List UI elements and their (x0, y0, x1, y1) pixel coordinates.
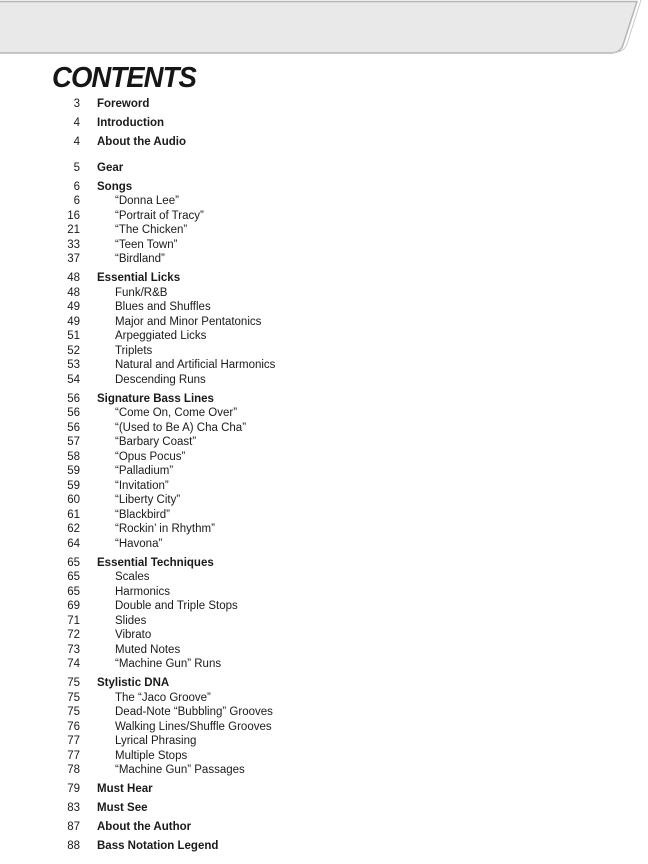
toc-page-number: 56 (67, 392, 80, 405)
toc-entry-title: Gear (97, 161, 124, 174)
toc-entry (50, 736, 610, 748)
toc-entry (50, 678, 610, 690)
toc-entry-title: “Opus Pocus” (115, 450, 186, 463)
toc-page-number: 62 (67, 523, 80, 535)
toc-entry-title: Walking Lines/Shuffle Grooves (115, 720, 272, 733)
toc-page-number: 33 (67, 238, 80, 251)
toc-entry (50, 693, 610, 705)
toc-page-number: 69 (67, 600, 80, 612)
toc-page-number: 75 (67, 691, 80, 704)
toc-entry (50, 360, 610, 372)
toc-page-number: 59 (67, 465, 80, 477)
toc-entry-title: “Liberty City” (115, 494, 181, 506)
toc-entry-title: Bass Notation Legend (97, 840, 219, 852)
toc-page-number: 78 (67, 764, 80, 776)
toc-page-number: 61 (67, 508, 80, 521)
toc-entry (50, 803, 610, 815)
toc-page-number: 37 (67, 253, 80, 265)
toc-page-number: 83 (67, 802, 80, 814)
toc-entry (50, 317, 610, 329)
toc-page-number: 59 (67, 479, 80, 492)
toc-entry-title: Must Hear (97, 783, 153, 795)
toc-entry (50, 630, 610, 642)
toc-page-number: 57 (67, 436, 80, 448)
toc-entry-title: Slides (115, 614, 147, 627)
toc-entry-title: “Teen Town” (115, 238, 178, 251)
toc-entry (50, 572, 610, 584)
toc-entry-title: “Palladium” (115, 465, 174, 477)
toc-entry (50, 375, 610, 387)
toc-page-number: 48 (67, 286, 80, 299)
toc-entry (50, 645, 610, 657)
toc-entry (50, 288, 610, 300)
toc-entry-title: “Donna Lee” (115, 195, 179, 207)
toc-entry-title: Funk/R&B (115, 286, 168, 299)
toc-entry-title: About the Audio (97, 136, 186, 148)
toc-entry-title: “Portrait of Tracy” (115, 209, 204, 222)
toc-page-number: 87 (67, 821, 80, 833)
toc-page-number: 54 (67, 373, 80, 386)
toc-entry (50, 240, 610, 252)
toc-entry-title: Vibrato (115, 629, 152, 641)
toc-entry-title: Scales (115, 571, 150, 583)
toc-entry (50, 211, 610, 223)
toc-entry (50, 722, 610, 734)
toc-entry-title: Descending Runs (115, 373, 206, 386)
toc-entry (50, 601, 610, 613)
toc-entry-title: “(Used to Be A) Cha Cha” (115, 421, 247, 434)
toc-entry (50, 182, 610, 194)
toc-entry (50, 346, 610, 358)
toc-entry-title: “Invitation” (115, 479, 169, 492)
toc-entry-title: Multiple Stops (115, 749, 188, 762)
toc-page-number: 4 (73, 136, 80, 148)
toc-entry (50, 423, 610, 435)
toc-entry-title: “Rockin’ in Rhythm” (115, 523, 215, 535)
toc-page-number: 71 (67, 614, 80, 627)
toc-entry (50, 841, 610, 853)
toc-entry (50, 539, 610, 551)
toc-entry (50, 452, 610, 464)
toc-entry-title: Harmonics (115, 585, 170, 598)
toc-page-number: 75 (67, 706, 80, 718)
toc-entry (50, 225, 610, 237)
toc-entry (50, 302, 610, 314)
header-band-shape (0, 2, 637, 54)
toc-entry (50, 99, 610, 111)
toc-entry (50, 331, 610, 343)
header-band-graphic (0, 0, 648, 58)
toc-entry-title: “Machine Gun” Passages (115, 764, 245, 776)
toc-page-number: 49 (67, 301, 80, 313)
toc-entry-title: Arpeggiated Licks (115, 330, 207, 342)
toc-entry-title: “Blackbird” (115, 508, 170, 521)
page-title: CONTENTS (52, 62, 196, 94)
toc-entry-title: “Machine Gun” Runs (115, 658, 222, 670)
toc-entry-title: Triplets (115, 344, 153, 357)
toc-page-number: 77 (67, 749, 80, 762)
toc-entry (50, 466, 610, 478)
toc-entry (50, 481, 610, 493)
toc-page-number: 75 (67, 677, 80, 689)
toc-entry-title: “Barbary Coast” (115, 436, 197, 448)
toc-entry (50, 558, 610, 570)
toc-entry-title: Muted Notes (115, 643, 181, 656)
toc-page-number: 76 (67, 720, 80, 733)
toc-entry-title: Songs (97, 180, 133, 193)
toc-page-number: 56 (67, 421, 80, 434)
toc-page-number: 52 (67, 344, 80, 357)
toc-page-number: 21 (67, 224, 80, 236)
toc-entry (50, 751, 610, 763)
toc-entry-title: Major and Minor Pentatonics (115, 315, 262, 328)
toc-entry-title: Lyrical Phrasing (115, 735, 197, 747)
toc-entry (50, 524, 610, 536)
toc-entry-title: Introduction (97, 117, 165, 129)
toc-entry (50, 137, 610, 149)
toc-entry-title: “Come On, Come Over” (115, 407, 238, 419)
toc-entry (50, 437, 610, 449)
toc-entry-title: About the Author (97, 821, 192, 833)
toc-page-number: 53 (67, 359, 80, 371)
toc-entry (50, 616, 610, 628)
toc-list (50, 99, 610, 853)
toc-entry (50, 254, 610, 266)
toc-entry-title: Essential Licks (97, 272, 181, 284)
toc-page-number: 51 (67, 330, 80, 342)
toc-entry-title: Stylistic DNA (97, 677, 170, 689)
toc-entry (50, 196, 610, 208)
toc-entry (50, 273, 610, 285)
toc-entry (50, 394, 610, 406)
toc-entry (50, 659, 610, 671)
toc-page-number: 16 (67, 209, 80, 222)
toc-page-number: 65 (67, 556, 80, 569)
toc-entry-title: “Havona” (115, 537, 163, 550)
toc-entry-title: “Birdland” (115, 253, 165, 265)
toc-page-number: 3 (73, 98, 80, 110)
toc-page-number: 74 (67, 658, 80, 670)
toc-page-number: 79 (67, 783, 80, 795)
toc-page-number: 6 (73, 180, 80, 193)
toc-entry-title: Double and Triple Stops (115, 600, 238, 612)
toc-entry-title: “The Chicken” (115, 224, 188, 236)
toc-entry (50, 163, 610, 175)
toc-entry-title: The “Jaco Groove” (115, 691, 211, 704)
toc-entry-title: Must See (97, 802, 148, 814)
toc-page-number: 58 (67, 450, 80, 463)
toc-page-number: 65 (67, 585, 80, 598)
toc-page-number: 73 (67, 643, 80, 656)
toc-entry-title: Dead-Note “Bubbling” Grooves (115, 706, 273, 718)
toc-page-number: 4 (73, 117, 80, 129)
toc-page-number: 60 (67, 494, 80, 506)
toc-entry-title: Blues and Shuffles (115, 301, 211, 313)
toc-entry (50, 587, 610, 599)
toc-entry-title: Natural and Artificial Harmonics (115, 359, 276, 371)
toc-entry (50, 408, 610, 420)
toc-entry (50, 495, 610, 507)
toc-page-number: 77 (67, 735, 80, 747)
toc-page-number: 5 (73, 161, 80, 174)
toc-page-number: 64 (67, 537, 80, 550)
toc-entry (50, 765, 610, 777)
toc-entry (50, 510, 610, 522)
toc-page-number: 88 (67, 840, 80, 852)
toc-page-number: 49 (67, 315, 80, 328)
toc-page-number: 48 (67, 272, 80, 284)
toc-entry (50, 707, 610, 719)
toc-entry-title: Signature Bass Lines (97, 392, 214, 405)
toc-page-number: 56 (67, 407, 80, 419)
toc-page-number: 72 (67, 629, 80, 641)
toc-entry (50, 784, 610, 796)
toc-page-number: 6 (73, 195, 80, 207)
toc-entry (50, 822, 610, 834)
toc-entry (50, 118, 610, 130)
toc-page-number: 65 (67, 571, 80, 583)
toc-entry-title: Essential Techniques (97, 556, 214, 569)
toc-entry-title: Foreword (97, 98, 150, 110)
